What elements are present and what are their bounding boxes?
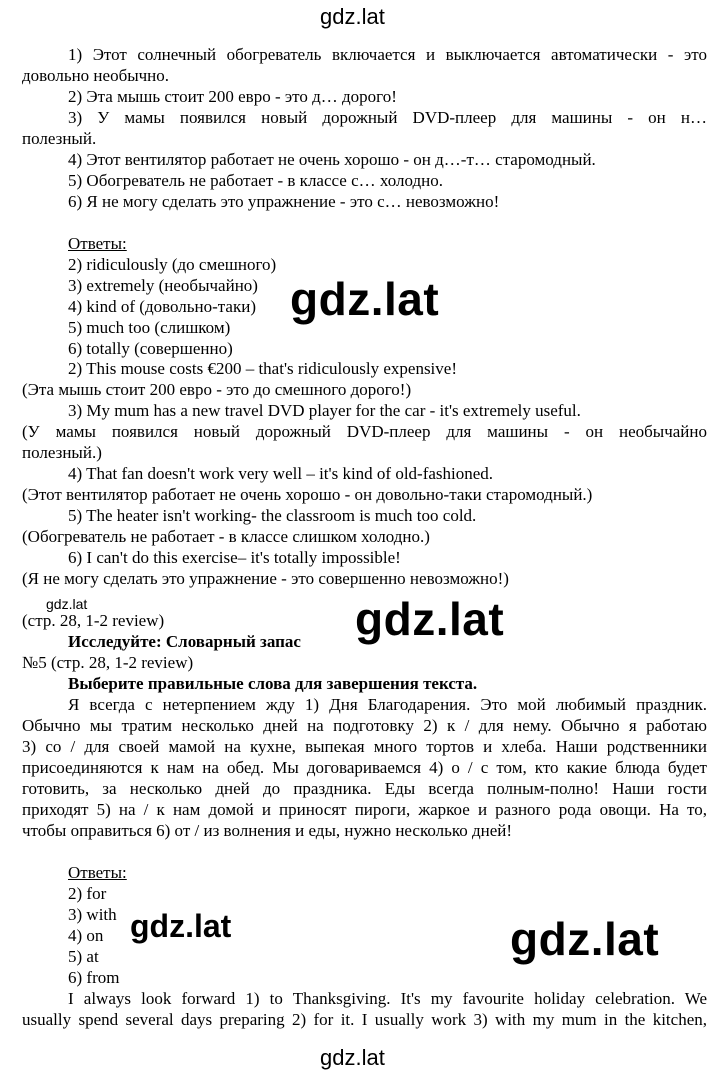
- task-instruction: Выберите правильные слова для завершения текста.: [68, 674, 478, 693]
- answers-label-1: Ответы:: [68, 234, 127, 253]
- answer-item: 4) kind of (довольно-таки): [68, 297, 256, 316]
- question-2: 2) Эта мышь стоит 200 евро - это д… дорого!: [68, 87, 397, 106]
- english-sentence-3: 3) My mum has a new travel DVD player for the car - it's extremely useful.: [68, 401, 581, 420]
- task-text-line-4: присоединяются к нам на обед. Мы договариваемся 4) о / с том, кто какие блюда будет: [22, 758, 707, 777]
- page-reference: (стр. 28, 1-2 review): [22, 611, 165, 630]
- question-3-line-2: полезный.: [22, 129, 97, 148]
- answer-item: 3) extremely (необычайно): [68, 276, 258, 295]
- question-1-line-1: 1) Этот солнечный обогреватель включается и выключается автоматически - это: [68, 45, 707, 64]
- question-5: 5) Обогреватель не работает - в классе с… холодно.: [68, 171, 443, 190]
- english-sentence-2: 2) This mouse costs €200 – that's ridiculously expensive!: [68, 359, 457, 378]
- watermark-mid-1: gdz.lat: [290, 273, 440, 325]
- watermark-mid-2: gdz.lat: [355, 593, 505, 645]
- task-text-line-3: 3) со / для своей мамой на кухне, выпекая много тортов и хлеба. Наши родственники: [22, 737, 707, 756]
- english-text-line-1: I always look forward 1) to Thanksgiving. It's my favourite holiday celebration. We: [68, 989, 707, 1008]
- translation-6: (Я не могу сделать это упражнение - это совершенно невозможно!): [22, 569, 509, 588]
- answer-item: 6) totally (совершенно): [68, 339, 233, 358]
- answer-item: 2) ridiculously (до смешного): [68, 255, 277, 274]
- answer-item: 2) for: [68, 884, 107, 903]
- english-text-line-2: usually spend several days preparing 2) for it. I usually work 3) with my mum in the kitchen,: [22, 1010, 707, 1029]
- watermark-footer: gdz.lat: [320, 1045, 385, 1070]
- answer-item: 5) at: [68, 947, 99, 966]
- translation-3-line-1: (У мамы появился новый дорожный DVD-плеер для машины - он необычайно: [22, 422, 707, 441]
- task-text-line-6: приходят 5) на / к нам домой и приносят пироги, жаркое и разного рода овощи. На то,: [22, 800, 707, 819]
- question-1-line-2: довольно необычно.: [22, 66, 170, 85]
- task-text-line-5: готовить, за несколько дней до праздника. Еды всегда полным-полно! Наши гости: [22, 779, 707, 798]
- watermark-top: gdz.lat: [320, 4, 385, 29]
- answers-label-2: Ответы:: [68, 863, 127, 882]
- watermark-bottom-left: gdz.lat: [130, 908, 232, 944]
- exercise-reference: №5 (стр. 28, 1-2 review): [22, 653, 194, 672]
- question-6: 6) Я не могу сделать это упражнение - это с… невозможно!: [68, 192, 500, 211]
- task-text-line-1: Я всегда с нетерпением жду 1) Дня Благодарения. Это мой любимый праздник.: [68, 695, 707, 714]
- question-3-line-1: 3) У мамы появился новый дорожный DVD-плеер для машины - он н…: [68, 108, 707, 127]
- answer-item: 4) on: [68, 926, 104, 945]
- answer-item: 6) from: [68, 968, 120, 987]
- answer-item: 3) with: [68, 905, 117, 924]
- question-4: 4) Этот вентилятор работает не очень хорошо - он д…-т… старомодный.: [68, 150, 596, 169]
- translation-4: (Этот вентилятор работает не очень хорошо - он довольно-таки старомодный.): [22, 485, 593, 504]
- task-text-line-7: чтобы оправиться 6) от / из волнения и еды, нужно несколько дней!: [22, 821, 513, 840]
- english-sentence-4: 4) That fan doesn't work very well – it's kind of old-fashioned.: [68, 464, 494, 483]
- answer-item: 5) much too (слишком): [68, 318, 231, 337]
- watermark-bottom-right: gdz.lat: [510, 913, 660, 965]
- task-text-line-2: Обычно мы тратим несколько дней на подготовку 2) к / для нему. Обычно я работаю: [22, 716, 707, 735]
- watermark-small-left: gdz.lat: [46, 596, 88, 612]
- english-sentence-5: 5) The heater isn't working- the classroom is much too cold.: [68, 506, 477, 525]
- english-sentence-6: 6) I can't do this exercise– it's totally impossible!: [68, 548, 401, 567]
- translation-3-line-2: полезный.): [22, 443, 102, 462]
- translation-5: (Обогреватель не работает - в классе слишком холодно.): [22, 527, 430, 546]
- section-heading: Исследуйте: Словарный запас: [68, 632, 301, 651]
- translation-2: (Эта мышь стоит 200 евро - это до смешного дорого!): [22, 380, 412, 399]
